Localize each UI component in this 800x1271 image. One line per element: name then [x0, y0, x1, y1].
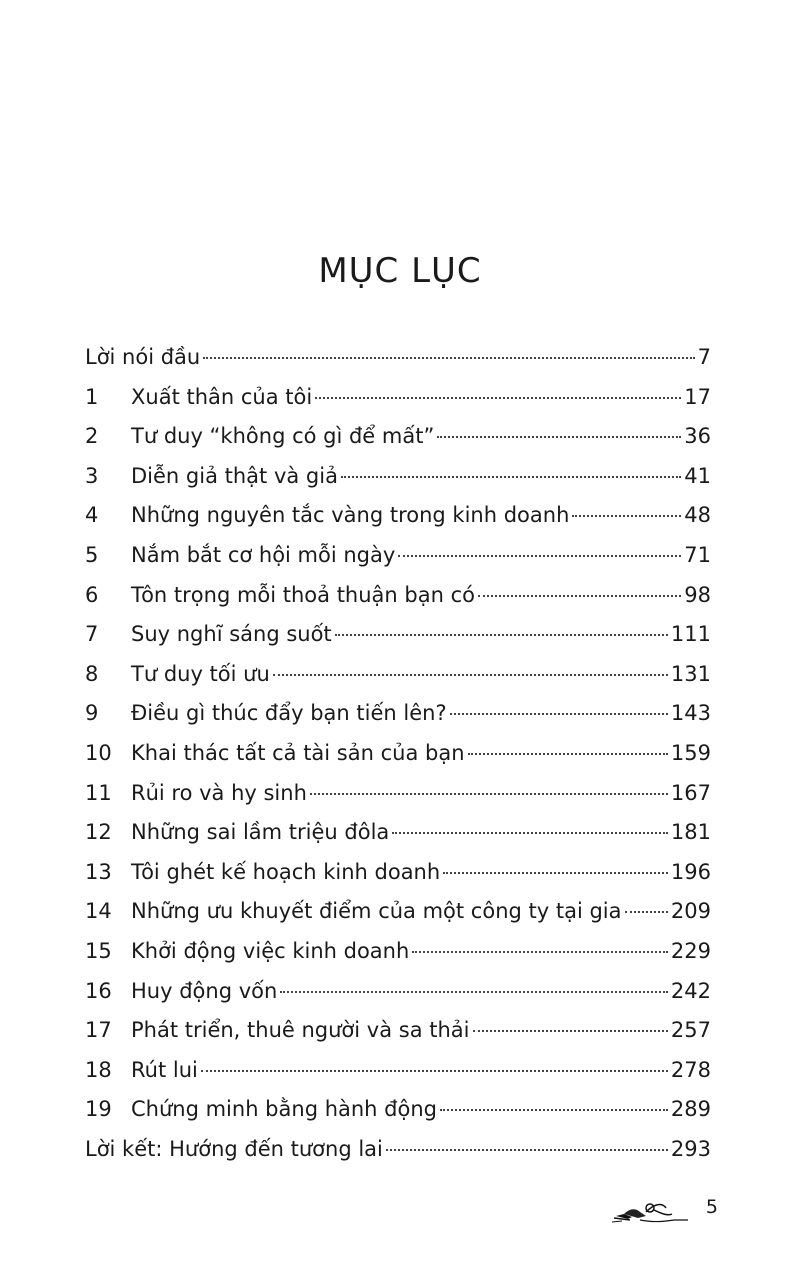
toc-entry-page: 36: [684, 424, 711, 449]
toc-entry-number: 2: [85, 424, 99, 449]
toc-entry-page: 181: [670, 820, 711, 845]
toc-entry: [85, 536, 711, 576]
toc-entry-page: 17: [684, 384, 711, 409]
toc-entry-title: Phát triển, thuê người và sa thải: [131, 1018, 470, 1043]
toc-entry: [85, 734, 711, 774]
toc-dot-leader: [341, 476, 681, 478]
toc-dot-leader: [440, 1109, 668, 1111]
toc-dot-leader: [443, 872, 668, 874]
toc-entry-page: 131: [670, 661, 711, 686]
toc-entry-page: 159: [670, 740, 711, 765]
toc-dot-leader: [273, 674, 668, 676]
toc-entry-number: 19: [85, 1097, 112, 1122]
toc-dot-leader: [572, 515, 681, 517]
toc-entry-page: 143: [670, 701, 711, 726]
toc-entry-title: Nắm bắt cơ hội mỗi ngày: [131, 542, 396, 567]
toc-entry-title: Những ưu khuyết điểm của một công ty tại gia: [131, 899, 622, 924]
toc-entry-page: 7: [697, 345, 711, 369]
toc-entry-title: Tôn trọng mỗi thoả thuận bạn có: [131, 582, 475, 607]
page-number: 5: [705, 1196, 718, 1218]
toc-entry-page: 257: [670, 1018, 711, 1043]
toc-entry-title: Lời kết: Hướng đến tương lai: [85, 1136, 383, 1161]
toc-entry-title: Điều gì thúc đẩy bạn tiến lên?: [131, 701, 447, 726]
toc-entry-number: 6: [85, 582, 99, 607]
toc-entry-number: 15: [85, 938, 112, 963]
toc-entry-title: Tôi ghét kế hoạch kinh doanh: [131, 859, 441, 884]
toc-dot-leader: [310, 793, 668, 795]
toc-entry-page: 167: [670, 780, 711, 805]
toc-dot-leader: [392, 832, 668, 834]
toc-entry-number: 12: [85, 820, 112, 845]
toc-entry-title: Rút lui: [131, 1057, 198, 1082]
toc-entry-number: 14: [85, 899, 112, 924]
toc-entry-title: Lời nói đầu: [85, 345, 201, 369]
toc-entry: [85, 1130, 711, 1170]
toc-entry: [85, 338, 711, 378]
toc-entry-number: 5: [85, 542, 99, 567]
toc-entry: [85, 813, 711, 853]
toc-entry: [85, 774, 711, 814]
toc-entry: [85, 496, 711, 536]
toc-entry: [85, 932, 711, 972]
toc-dot-leader: [412, 951, 668, 953]
toc-entry: [85, 1090, 711, 1130]
toc-entry-number: 4: [85, 503, 99, 528]
toc-entry: [85, 417, 711, 457]
toc-entry-number: 3: [85, 463, 99, 488]
toc-entry: [85, 457, 711, 497]
toc-dot-leader: [625, 911, 668, 913]
toc-entry-number: 16: [85, 978, 112, 1003]
toc-entry-title: Tư duy “không có gì để mất”: [131, 424, 435, 449]
toc-entry-number: 9: [85, 701, 99, 726]
toc-entry: [85, 378, 711, 418]
toc-entry-title: Diễn giả thật và giả: [131, 463, 338, 488]
toc-entry-title: Rủi ro và hy sinh: [131, 780, 307, 805]
toc-dot-leader: [473, 1030, 668, 1032]
toc-dot-leader: [201, 1070, 668, 1072]
table-of-contents: [85, 338, 711, 1169]
toc-dot-leader: [437, 436, 681, 438]
toc-entry-title: Khai thác tất cả tài sản của bạn: [131, 740, 465, 765]
toc-entry: [85, 972, 711, 1012]
sliding-figure-icon: [610, 1196, 690, 1226]
toc-entry-title: Huy động vốn: [131, 978, 278, 1003]
toc-dot-leader: [468, 753, 668, 755]
toc-entry: [85, 853, 711, 893]
toc-entry-page: 289: [670, 1097, 711, 1122]
toc-entry: [85, 1051, 711, 1091]
toc-entry-page: 242: [670, 978, 711, 1003]
toc-entry-number: 18: [85, 1057, 112, 1082]
toc-entry: [85, 892, 711, 932]
toc-entry: [85, 615, 711, 655]
toc-entry-number: 11: [85, 780, 112, 805]
toc-entry: [85, 1011, 711, 1051]
toc-entry-title: Tư duy tối ưu: [131, 661, 270, 686]
toc-entry: [85, 655, 711, 695]
toc-dot-leader: [335, 634, 668, 636]
toc-dot-leader: [386, 1149, 668, 1151]
toc-entry-page: 278: [670, 1057, 711, 1082]
toc-entry-title: Suy nghĩ sáng suốt: [131, 622, 332, 647]
toc-entry-number: 8: [85, 661, 99, 686]
toc-entry-number: 1: [85, 384, 99, 409]
toc-entry-page: 209: [670, 899, 711, 924]
page-title: MỤC LỤC: [318, 250, 482, 291]
toc-dot-leader: [203, 357, 694, 359]
toc-entry-title: Những sai lầm triệu đôla: [131, 820, 390, 845]
toc-entry-page: 98: [684, 582, 711, 607]
toc-entry-page: 196: [670, 859, 711, 884]
toc-entry-number: 7: [85, 622, 99, 647]
toc-entry-title: Chứng minh bằng hành động: [131, 1097, 437, 1122]
toc-entry-page: 48: [684, 503, 711, 528]
toc-dot-leader: [398, 555, 681, 557]
toc-dot-leader: [315, 397, 681, 399]
toc-entry-page: 293: [670, 1136, 711, 1161]
toc-entry: [85, 694, 711, 734]
toc-entry-number: 13: [85, 859, 112, 884]
toc-dot-leader: [280, 991, 668, 993]
toc-entry-number: 17: [85, 1018, 112, 1043]
page-footer: [610, 1194, 720, 1230]
toc-entry-title: Những nguyên tắc vàng trong kinh doanh: [131, 503, 570, 528]
toc-dot-leader: [450, 713, 668, 715]
toc-entry-title: Xuất thân của tôi: [131, 384, 313, 409]
toc-entry-title: Khởi động việc kinh doanh: [131, 938, 410, 963]
toc-entry-page: 111: [670, 622, 711, 647]
toc-entry-page: 229: [670, 938, 711, 963]
toc-entry-page: 71: [684, 542, 711, 567]
toc-entry: [85, 576, 711, 616]
toc-entry-number: 10: [85, 740, 112, 765]
toc-entry-page: 41: [684, 463, 711, 488]
toc-dot-leader: [478, 595, 681, 597]
